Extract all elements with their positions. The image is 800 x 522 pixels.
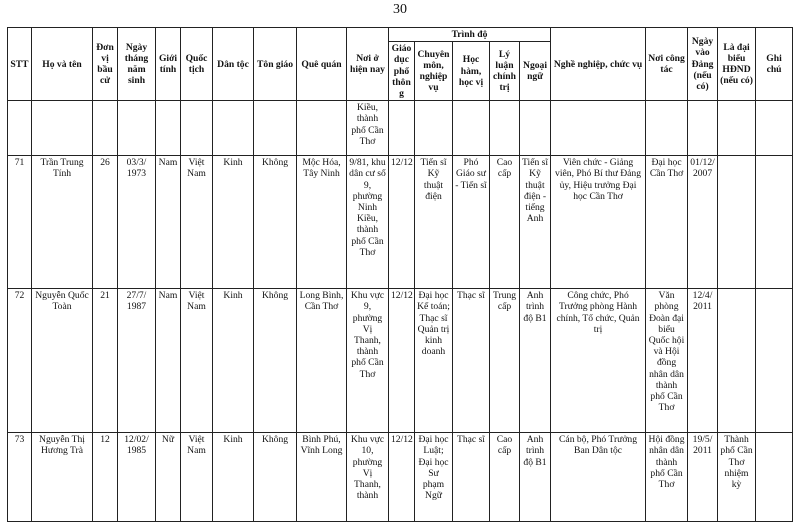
header-birth: Ngày tháng năm sinh xyxy=(118,28,156,101)
header-name: Họ và tên xyxy=(32,28,93,101)
cell-birth: 12/02/ 1985 xyxy=(118,433,156,522)
cell-nationality: Việt Nam xyxy=(181,156,213,289)
header-academic: Học hàm, học vị xyxy=(453,42,490,101)
table-cell xyxy=(646,101,688,156)
cell-residence: Kiều, thành phố Cần Thơ xyxy=(347,101,389,156)
table-cell xyxy=(213,101,254,156)
header-nationality: Quốc tịch xyxy=(181,28,213,101)
cell-residence: Khu vực 10, phường Vị Thanh, thành xyxy=(347,433,389,522)
table-cell xyxy=(8,101,32,156)
header-education: Giáo dục phổ thông xyxy=(389,42,415,101)
table-cell xyxy=(32,101,93,156)
cell-religion: Không xyxy=(254,433,297,522)
table-cell xyxy=(756,101,793,156)
header-party-date: Ngày vào Đảng (nếu có) xyxy=(688,28,718,101)
cell-political: Trung cấp xyxy=(490,289,520,433)
table-cell xyxy=(156,101,181,156)
cell-hometown: Bình Phú, Vĩnh Long xyxy=(297,433,347,522)
cell-notes xyxy=(756,433,793,522)
header-workplace: Nơi công tác xyxy=(646,28,688,101)
cell-ethnicity: Kinh xyxy=(213,289,254,433)
cell-stt: 73 xyxy=(8,433,32,522)
cell-notes xyxy=(756,289,793,433)
candidate-table xyxy=(7,27,793,522)
cell-academic: Thạc sĩ xyxy=(453,433,490,522)
cell-religion: Không xyxy=(254,156,297,289)
header-hometown: Quê quán xyxy=(297,28,347,101)
cell-hometown: Mộc Hóa, Tây Ninh xyxy=(297,156,347,289)
cell-nationality: Việt Nam xyxy=(181,289,213,433)
cell-nationality: Việt Nam xyxy=(181,433,213,522)
cell-district: 12 xyxy=(93,433,118,522)
header-stt: STT xyxy=(8,28,32,101)
header-gender: Giới tính xyxy=(156,28,181,101)
cell-education: 12/12 xyxy=(389,156,415,289)
header-council: Là đại biểu HĐND (nếu có) xyxy=(718,28,756,101)
header-qualification: Trình độ xyxy=(389,28,551,42)
header-residence: Nơi ở hiện nay xyxy=(347,28,389,101)
header-specialty: Chuyên môn, nghiệp vụ xyxy=(415,42,453,101)
cell-birth: 03/3/ 1973 xyxy=(118,156,156,289)
table-cell xyxy=(520,101,551,156)
cell-political: Cao cấp xyxy=(490,433,520,522)
table-row xyxy=(8,433,793,522)
table-cell xyxy=(688,101,718,156)
table-row-continuation xyxy=(8,101,793,156)
cell-occupation: Cán bộ, Phó Trưởng Ban Dân tộc xyxy=(551,433,646,522)
table-row xyxy=(8,289,793,433)
cell-religion: Không xyxy=(254,289,297,433)
page-number: 30 xyxy=(393,2,407,17)
header-notes: Ghi chú xyxy=(756,28,793,101)
cell-stt: 71 xyxy=(8,156,32,289)
cell-academic: Thạc sĩ xyxy=(453,289,490,433)
cell-district: 26 xyxy=(93,156,118,289)
cell-notes xyxy=(756,156,793,289)
cell-ethnicity: Kinh xyxy=(213,156,254,289)
cell-specialty: Đại học Luật; Đại học Sư phạm Ngữ xyxy=(415,433,453,522)
cell-residence: 9/81, khu dân cư số 9, phường Ninh Kiều, thành phố Cần Thơ xyxy=(347,156,389,289)
header-occupation: Nghề nghiệp, chức vụ xyxy=(551,28,646,101)
cell-workplace: Văn phòng Đoàn đại biểu Quốc hội và Hội đồng nhân dân thành phố Cần Thơ xyxy=(646,289,688,433)
table-cell xyxy=(181,101,213,156)
cell-occupation: Viên chức - Giảng viên, Phó Bí thư Đảng ủy, Hiệu trưởng Đại học Cần Thơ xyxy=(551,156,646,289)
cell-gender: Nam xyxy=(156,289,181,433)
cell-specialty: Tiến sĩ Kỹ thuật điện xyxy=(415,156,453,289)
table-cell xyxy=(415,101,453,156)
cell-academic: Phó Giáo sư - Tiến sĩ xyxy=(453,156,490,289)
table-cell xyxy=(453,101,490,156)
cell-council: Thành phố Cần Thơ nhiệm kỳ xyxy=(718,433,756,522)
table-cell xyxy=(490,101,520,156)
cell-stt: 72 xyxy=(8,289,32,433)
cell-ethnicity: Kinh xyxy=(213,433,254,522)
header-religion: Tôn giáo xyxy=(254,28,297,101)
cell-name: Trần Trung Tính xyxy=(32,156,93,289)
table-cell xyxy=(297,101,347,156)
table-cell xyxy=(551,101,646,156)
cell-language: Anh trình độ B1 xyxy=(520,289,551,433)
table-row xyxy=(8,156,793,289)
cell-language: Anh trình độ B1 xyxy=(520,433,551,522)
cell-party-date: 12/4/ 2011 xyxy=(688,289,718,433)
cell-gender: Nữ xyxy=(156,433,181,522)
cell-birth: 27/7/ 1987 xyxy=(118,289,156,433)
cell-workplace: Hội đồng nhân dân thành phố Cần Thơ xyxy=(646,433,688,522)
cell-occupation: Công chức, Phó Trưởng phòng Hành chính, Tổ chức, Quản trị xyxy=(551,289,646,433)
table-cell xyxy=(118,101,156,156)
cell-education: 12/12 xyxy=(389,289,415,433)
cell-name: Nguyễn Thị Hương Trà xyxy=(32,433,93,522)
table-cell xyxy=(93,101,118,156)
header-ethnicity: Dân tộc xyxy=(213,28,254,101)
cell-hometown: Long Bình, Cần Thơ xyxy=(297,289,347,433)
cell-political: Cao cấp xyxy=(490,156,520,289)
cell-residence: Khu vực 9, phường Vị Thanh, thành phố Cần Thơ xyxy=(347,289,389,433)
cell-gender: Nam xyxy=(156,156,181,289)
table-cell xyxy=(254,101,297,156)
table-cell xyxy=(389,101,415,156)
cell-workplace: Đại học Cần Thơ xyxy=(646,156,688,289)
header-district: Đơn vị bầu cử xyxy=(93,28,118,101)
cell-party-date: 19/5/ 2011 xyxy=(688,433,718,522)
cell-education: 12/12 xyxy=(389,433,415,522)
cell-name: Nguyễn Quốc Toàn xyxy=(32,289,93,433)
table-cell xyxy=(718,101,756,156)
header-political: Lý luận chính trị xyxy=(490,42,520,101)
cell-language: Tiến sĩ Kỹ thuật điện - tiếng Anh xyxy=(520,156,551,289)
cell-specialty: Đại học Kế toán; Thạc sĩ Quản trị kinh doanh xyxy=(415,289,453,433)
cell-district: 21 xyxy=(93,289,118,433)
cell-council xyxy=(718,156,756,289)
header-language: Ngoại ngữ xyxy=(520,42,551,101)
cell-council xyxy=(718,289,756,433)
cell-party-date: 01/12/ 2007 xyxy=(688,156,718,289)
